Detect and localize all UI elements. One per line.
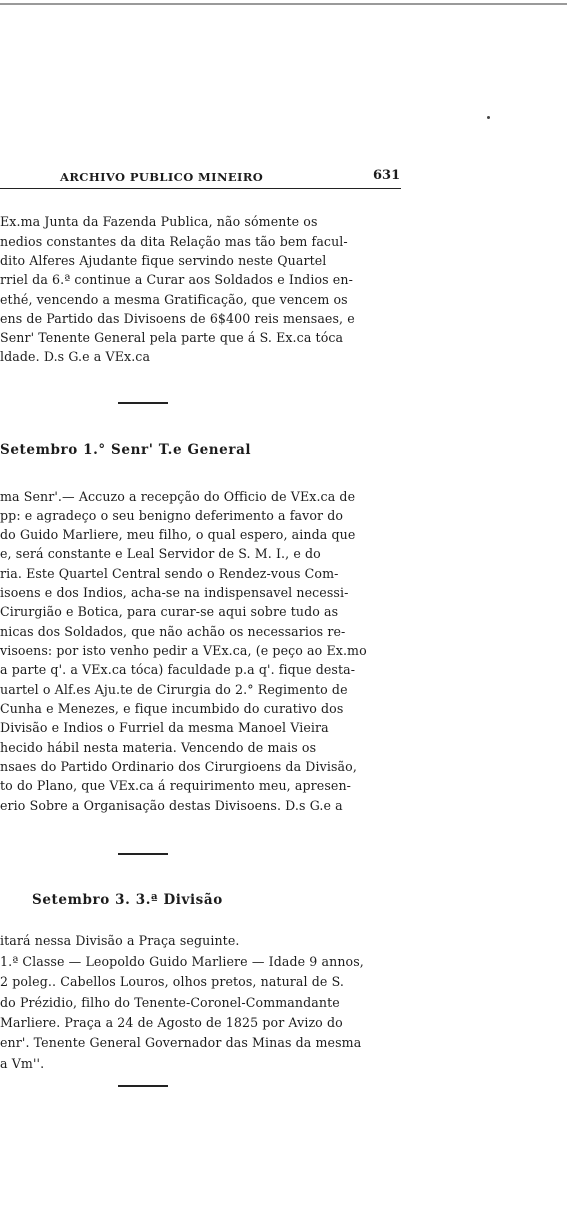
- text-line: uartel o Alf.es Aju.te de Cirurgia do 2.° Regimento de: [0, 682, 348, 697]
- entry-heading: Setembro 1.° Senr' T.e General: [0, 442, 252, 458]
- text-line: nsaes do Partido Ordinario dos Cirurgioens da Divisão,: [0, 759, 357, 774]
- text-line: Senr' Tenente General pela parte que á S. Ex.ca tóca: [0, 330, 344, 345]
- text-line: rriel da 6.ª continue a Curar aos Soldados e Indios en-: [0, 272, 353, 287]
- text-line: ens de Partido das Divisoens de 6$400 reis mensaes, e: [0, 311, 355, 326]
- text-line: enr'. Tenente General Governador das Minas da mesma: [0, 1035, 362, 1050]
- text-line: isoens e dos Indios, acha-se na indispensavel necessi-: [0, 585, 349, 600]
- text-line: do Prézidio, filho do Tenente-Coronel-Commandante: [0, 995, 340, 1010]
- text-line: ria. Este Quartel Central sendo o Rendez-vous Com-: [0, 566, 339, 581]
- text-line: Divisão e Indios o Furriel da mesma Manoel Vieira: [0, 720, 329, 735]
- text-line: erio Sobre a Organisação destas Divisoens. D.s G.e a: [0, 798, 343, 813]
- text-line: a Vm''.: [0, 1056, 45, 1071]
- text-line: 2 poleg.. Cabellos Louros, olhos pretos, natural de S.: [0, 974, 344, 989]
- text-line: nicas dos Soldados, que não achão os necessarios re-: [0, 624, 346, 639]
- section-separator: [118, 1085, 168, 1087]
- header-rule: [0, 188, 401, 189]
- text-line: dito Alferes Ajudante fique servindo neste Quartel: [0, 253, 327, 268]
- text-line: hecido hábil nesta materia. Vencendo de mais os: [0, 740, 317, 755]
- text-line: Cirurgião e Botica, para curar-se aqui sobre tudo as: [0, 604, 339, 619]
- text-line: do Guido Marliere, meu filho, o qual espero, ainda que: [0, 527, 356, 542]
- text-line: a parte q'. a VEx.ca tóca) faculdade p.a q'. fique desta-: [0, 662, 356, 677]
- text-line: itará nessa Divisão a Praça seguinte.: [0, 933, 240, 948]
- text-line: ethé, vencendo a mesma Gratificação, que vencem os: [0, 292, 348, 307]
- text-line: e, será constante e Leal Servidor de S. M. I., e do: [0, 546, 321, 561]
- scan-edge-line: [0, 3, 567, 5]
- running-title: ARCHIVO PUBLICO MINEIRO: [60, 170, 264, 184]
- page-number: 631: [373, 168, 401, 183]
- text-line: visoens: por isto venho pedir a VEx.ca, (e peço ao Ex.mo: [0, 643, 367, 658]
- text-line: to do Plano, que VEx.ca á requirimento meu, apresen-: [0, 778, 352, 793]
- text-line: Marliere. Praça a 24 de Agosto de 1825 por Avizo do: [0, 1015, 343, 1030]
- text-line: Cunha e Menezes, e fique incumbido do curativo dos: [0, 701, 344, 716]
- text-line: ldade. D.s G.e a VEx.ca: [0, 349, 151, 364]
- text-line: Ex.ma Junta da Fazenda Publica, não sómente os: [0, 214, 318, 229]
- text-line: pp: e agradeço o seu benigno deferimento a favor do: [0, 508, 344, 523]
- section-separator: [118, 853, 168, 855]
- text-line: ma Senr'.— Accuzo a recepção do Officio de VEx.ca de: [0, 489, 356, 504]
- entry-heading: Setembro 3. 3.ª Divisão: [32, 892, 223, 908]
- text-line: 1.ª Classe — Leopoldo Guido Marliere — Idade 9 annos,: [0, 954, 364, 969]
- section-separator: [118, 402, 168, 404]
- scan-speck: [487, 116, 490, 119]
- text-line: nedios constantes da dita Relação mas tão bem facul-: [0, 234, 348, 249]
